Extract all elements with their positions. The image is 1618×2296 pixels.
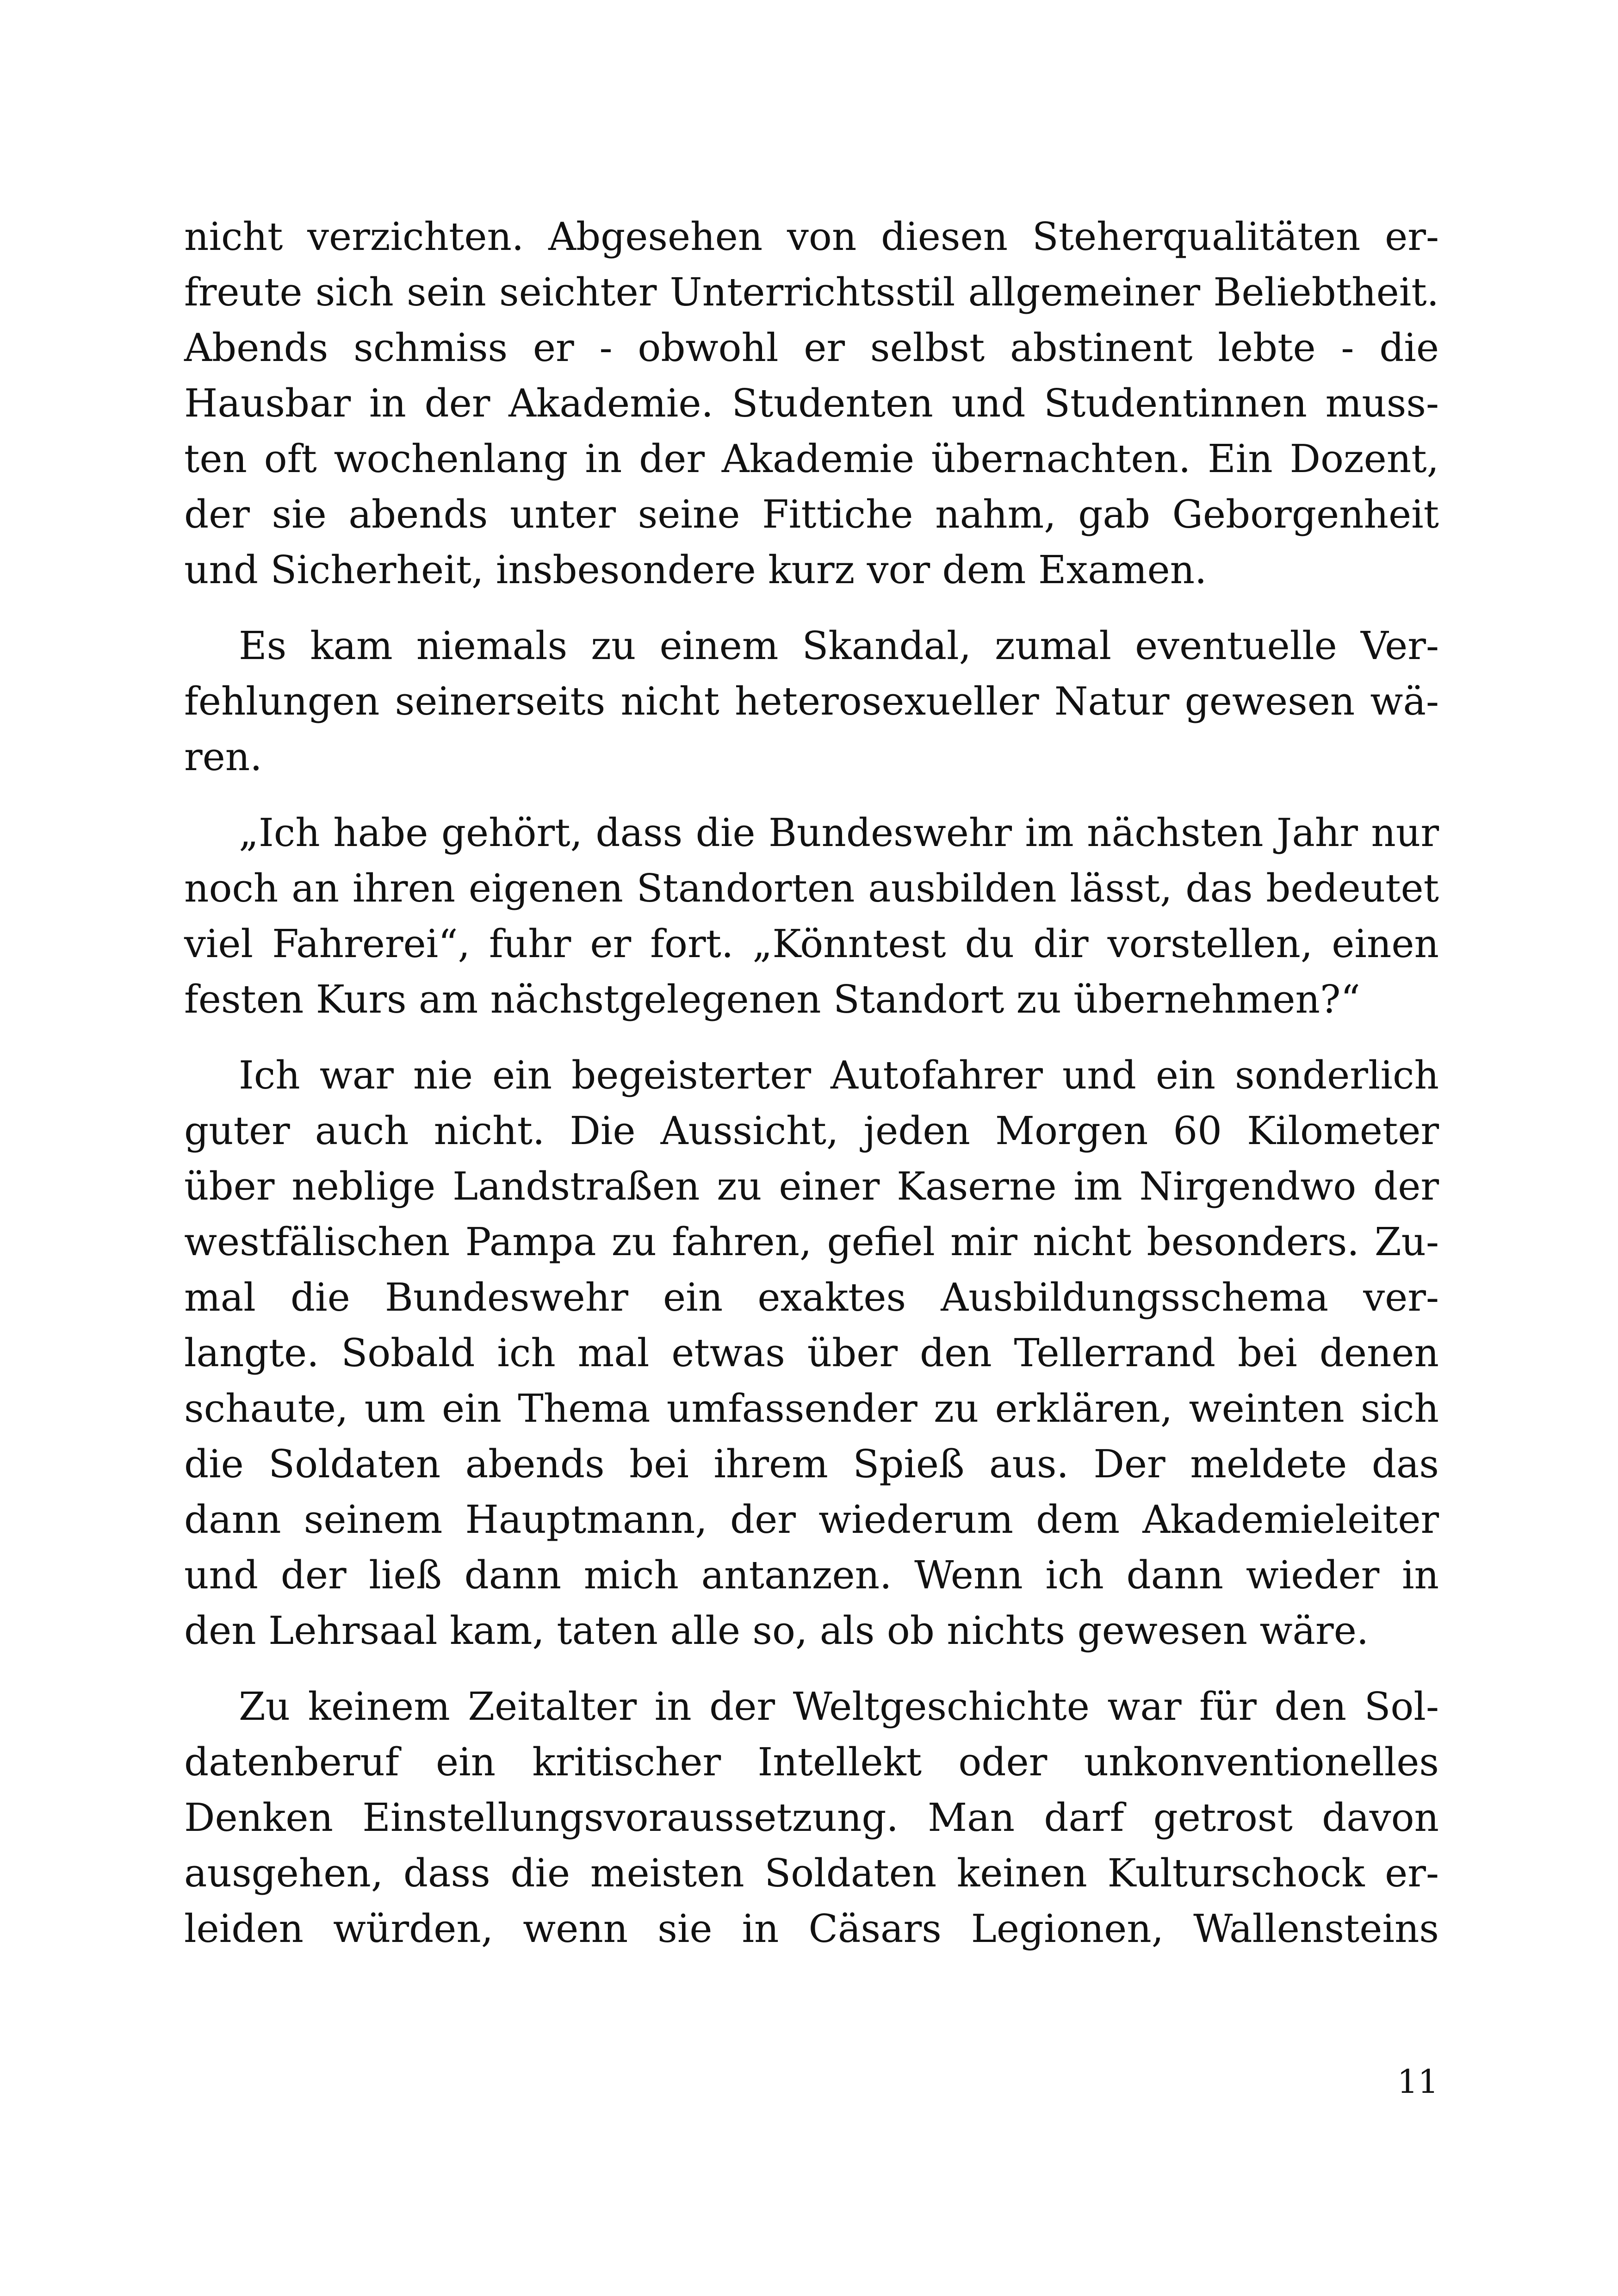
- paragraph: [184, 805, 1439, 1027]
- text-line: festen Kurs am nächstgelegenen Standort zu übernehmen?“: [184, 977, 1360, 1022]
- text-line: „Ich habe gehört, dass die Bundeswehr im nächsten Jahr nur: [239, 810, 1439, 855]
- text-line: mal die Bundeswehr ein exaktes Ausbildungsschema ver-: [184, 1275, 1439, 1320]
- text-line: leiden würden, wenn sie in Cäsars Legionen, Wallensteins: [184, 1906, 1439, 1951]
- text-line: datenberuf ein kritischer Intellekt oder unkonventionelles: [184, 1740, 1439, 1785]
- text-line: Denken Einstellungsvoraussetzung. Man darf getrost davon: [184, 1795, 1439, 1840]
- paragraph: [184, 1679, 1439, 1957]
- paragraph: [184, 1048, 1439, 1659]
- text-line: freute sich sein seichter Unterrichtsstil allgemeiner Beliebtheit.: [184, 270, 1439, 315]
- text-line: schaute, um ein Thema umfassender zu erklären, weinten sich: [184, 1386, 1439, 1431]
- text-line: Ich war nie ein begeisterter Autofahrer und ein sonderlich: [239, 1053, 1439, 1098]
- paragraph: [184, 618, 1439, 785]
- text-line: die Soldaten abends bei ihrem Spieß aus. Der meldete das: [184, 1442, 1439, 1487]
- text-line: ten oft wochenlang in der Akademie übernachten. Ein Dozent,: [184, 436, 1439, 481]
- page-number: 11: [1397, 2063, 1438, 2101]
- text-line: ren.: [184, 734, 262, 779]
- text-line: und der ließ dann mich antanzen. Wenn ich dann wieder in: [184, 1553, 1439, 1598]
- text-line: noch an ihren eigenen Standorten ausbilden lässt, das bedeutet: [184, 866, 1439, 911]
- text-line: fehlungen seinerseits nicht heterosexueller Natur gewesen wä-: [184, 679, 1439, 724]
- paragraph: [184, 209, 1439, 598]
- text-line: ausgehen, dass die meisten Soldaten keinen Kulturschock er-: [184, 1851, 1439, 1896]
- text-line: viel Fahrerei“, fuhr er fort. „Könntest du dir vorstellen, einen: [184, 921, 1439, 966]
- text-line: langte. Sobald ich mal etwas über den Tellerrand bei denen: [184, 1331, 1439, 1375]
- text-line: Abends schmiss er - obwohl er selbst abstinent lebte - die: [184, 325, 1439, 370]
- text-line: dann seinem Hauptmann, der wiederum dem Akademieleiter: [184, 1497, 1439, 1542]
- text-line: über neblige Landstraßen zu einer Kaserne im Nirgendwo der: [184, 1164, 1439, 1209]
- text-line: Zu keinem Zeitalter in der Weltgeschichte war für den Sol-: [239, 1684, 1439, 1729]
- text-line: den Lehrsaal kam, taten alle so, als ob nichts gewesen wäre.: [184, 1608, 1369, 1653]
- text-line: und Sicherheit, insbesondere kurz vor dem Examen.: [184, 548, 1207, 592]
- body-text: [184, 209, 1439, 1977]
- text-line: nicht verzichten. Abgesehen von diesen Steherqualitäten er-: [184, 214, 1439, 259]
- text-line: Es kam niemals zu einem Skandal, zumal eventuelle Ver-: [239, 623, 1439, 668]
- text-line: westfälischen Pampa zu fahren, gefiel mir nicht besonders. Zu-: [184, 1220, 1439, 1264]
- text-line: Hausbar in der Akademie. Studenten und Studentinnen muss-: [184, 381, 1439, 426]
- text-line: der sie abends unter seine Fittiche nahm, gab Geborgenheit: [184, 492, 1439, 537]
- text-line: guter auch nicht. Die Aussicht, jeden Morgen 60 Kilometer: [184, 1108, 1439, 1153]
